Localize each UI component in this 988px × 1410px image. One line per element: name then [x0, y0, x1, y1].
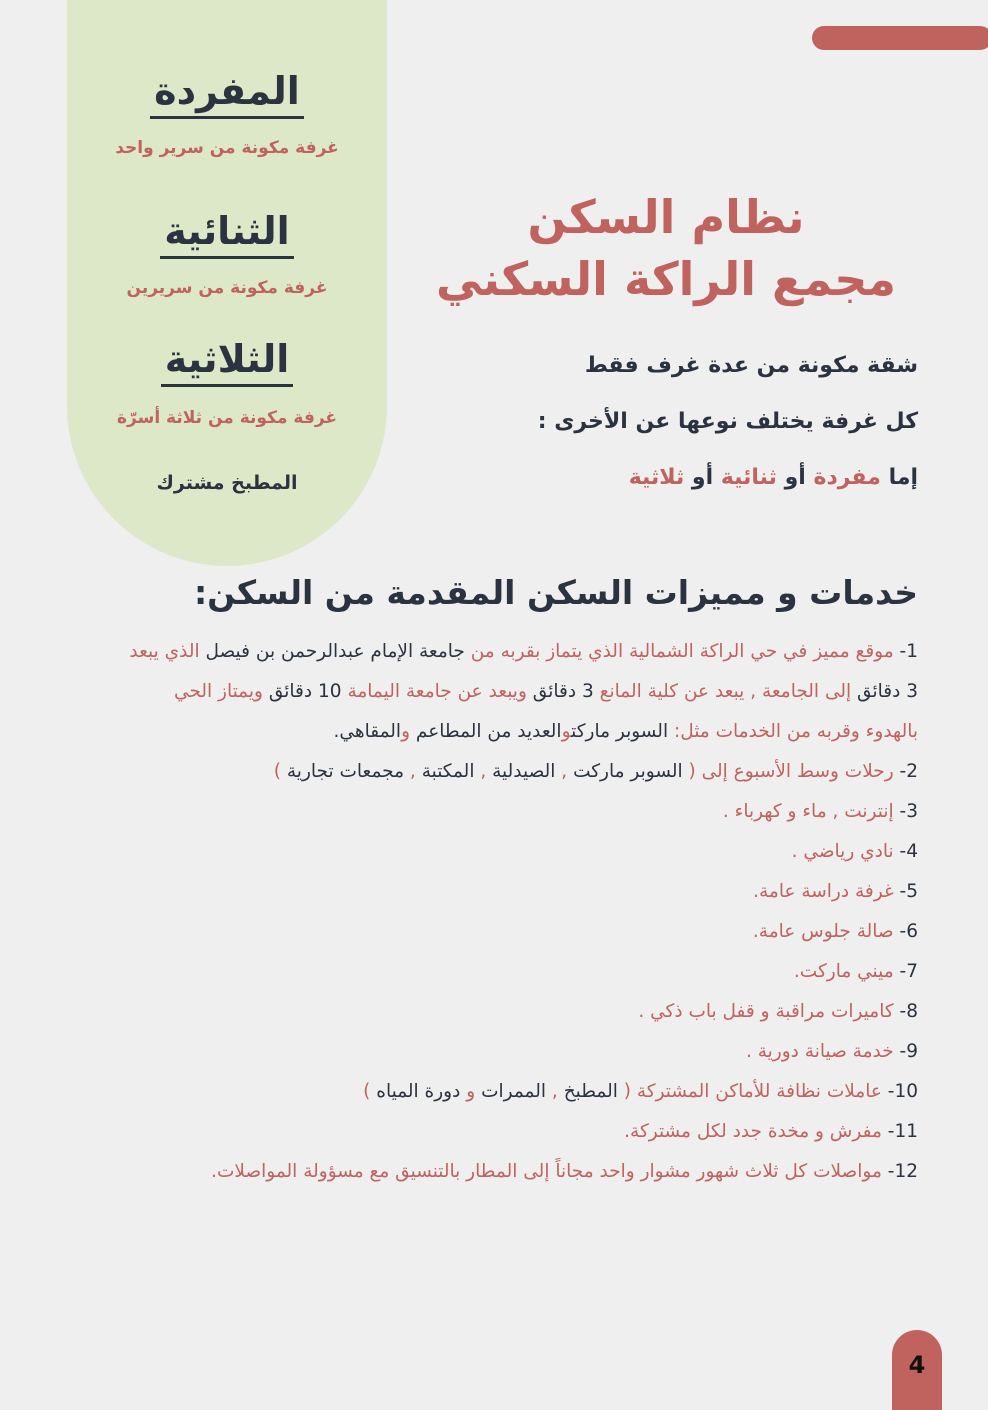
- page-title-line1: نظام السكن: [527, 190, 805, 244]
- service-item-10: 10- عاملات نظافة للأماكن المشتركة ( المطبخ , الممرات و دورة المياه ): [363, 1081, 918, 1102]
- service-item-12: 12- مواصلات كل ثلاث شهور مشوار واحد مجاناً إلى المطار بالتنسيق مع مسؤولة المواصلات.: [211, 1161, 918, 1182]
- kitchen-note: المطبخ مشترك: [156, 472, 298, 494]
- page-title-line2: مجمع الراكة السكني: [436, 252, 896, 306]
- service-item-6: 6- صالة جلوس عامة.: [752, 921, 918, 942]
- intro-text: [398, 338, 918, 506]
- room-desc-single: غرفة مكونة من سرير واحد: [115, 138, 339, 158]
- room-title-double: الثنائية: [67, 208, 387, 259]
- accent-bar: [812, 26, 988, 50]
- intro-line-1: شقة مكونة من عدة غرف فقط: [584, 353, 918, 378]
- services-list: [118, 632, 918, 1192]
- service-item-2: 2- رحلات وسط الأسبوع إلى ( السوبر ماركت , الصيدلية , المكتبة , مجمعات تجارية ): [273, 761, 918, 782]
- service-item-4: 4- نادي رياضي .: [791, 841, 918, 862]
- room-desc-triple: غرفة مكونة من ثلاثة أسرّة: [116, 408, 338, 428]
- intro-line-3: إما مفردة أو ثنائية أو ثلاثية: [628, 465, 918, 490]
- service-item-3: 3- إنترنت , ماء و كهرباء .: [722, 801, 918, 822]
- service-item-8: 8- كاميرات مراقبة و قفل باب ذكي .: [638, 1001, 918, 1022]
- room-title-single: المفردة: [67, 68, 387, 119]
- service-item-9: 9- خدمة صيانة دورية .: [745, 1041, 918, 1062]
- service-item-7: 7- ميني ماركت.: [793, 961, 918, 982]
- page-title: [406, 186, 926, 310]
- service-item-5: 5- غرفة دراسة عامة.: [753, 881, 918, 902]
- service-item-11: 11- مفرش و مخدة جدد لكل مشتركة.: [624, 1121, 918, 1142]
- room-desc-double: غرفة مكونة من سريرين: [126, 278, 328, 298]
- page-number: 4: [892, 1330, 942, 1410]
- intro-line-2: كل غرفة يختلف نوعها عن الأخرى :: [537, 409, 918, 434]
- service-item-1: 1- موقع مميز في حي الراكة الشمالية الذي يتماز بقربه من جامعة الإمام عبدالرحمن بن فيصل الذي يبعد 3 دقائق إلى الجامعة , يبعد عن كلية المانع 3 دقائق ويبعد عن جامعة اليمامة 10 دقائق ويمتاز الحي بالهدوء وقربه من الخدمات مثل: السوبر ماركتوالعديد من المطاعم والمقاهي.: [129, 641, 918, 742]
- room-title-triple: الثلاثية: [67, 336, 387, 387]
- services-heading: خدمات و مميزات السكن المقدمة من السكن:: [193, 573, 918, 612]
